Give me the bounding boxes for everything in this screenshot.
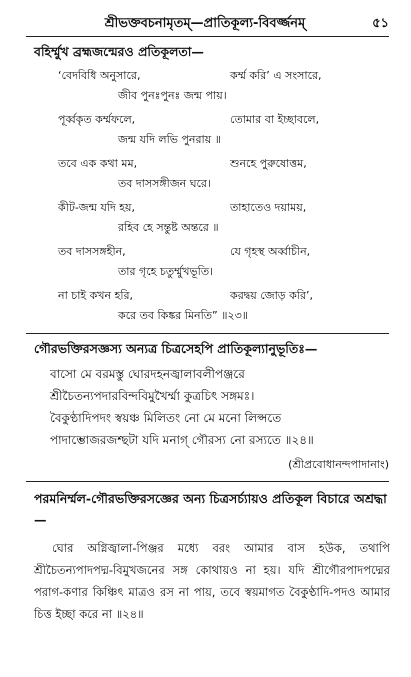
page-number: ৫১ [372,16,389,31]
running-header-title: শ্রীভক্তবচনামৃতম্—প্রাতিকূল্য-বিবর্জ্জনম্ [104,16,306,31]
commentary-paragraph: ঘোর অগ্নিজ্বালা-পিঞ্জর মধ্যে বরং আমার বাস হউক, তথাপি শ্রীচৈতন্যপাদপদ্ম-বিমুখজনের সঙ্গ কোথায়ও না হয়। যদি শ্রীগৌরপাদপদ্মের পরাগ-কণার কিঞ্চিৎ মাত্রও রস না পায়, তবে স্বয়মাগত বৈকুণ্ঠাদি-পদও আমার চিত্ত ইচ্ছা করে না ॥২৪॥ [34,541,390,621]
sanskrit-verse-line: শ্রীচৈতন্যপদারবিন্দবিমুখৈর্ম্মা কুত্রচিৎ সঙ্গমঃ। [50,389,255,403]
section-divider [26,481,389,482]
section-heading-2: গৌরভক্তিরসজ্ঞস্য অন্যত্র চিত্রসেহপি প্রাতিকূল্যানুভূতিঃ— [34,341,318,356]
verse-line: করে তব কিঙ্কর মিনতি” ॥২৩॥ [118,309,248,322]
verse-line: পূর্ব্বকৃত কর্ম্মফলে, [58,113,136,126]
verse-line: রহিব হে সন্তুষ্ট অন্তরে ॥ [118,221,219,234]
verse-line: করদ্বয় জোড় করি’, [230,289,313,302]
verse-line: তাহাতেও দয়াময়, [230,201,307,214]
verse-line: জন্ম যদি লভি পুনরায় ॥ [118,133,221,146]
section-heading-1: বহির্ম্মুখ ব্রহ্মজন্মেরও প্রতিকূলতা— [34,44,204,59]
verse-line: যে গৃহস্থ অর্ব্বাচীন, [230,245,311,258]
verse-line: কর্ম্ম করি’ এ সংসারে, [230,69,322,82]
sanskrit-verse-line: বৈকুণ্ঠাদিপদং স্বয়ঞ্চ মিলিতং নো মে মনো লিপ্সতে [50,411,282,425]
header-rule [26,36,389,37]
verse-line: জীব পুনঃপুনঃ জন্ম পায়। [118,89,227,102]
verse-line: ‘বেদবিধি অনুসারে, [58,69,141,82]
section-divider [26,333,389,334]
sanskrit-verse-line: বাসো মে বরমস্তু ঘোরদহনজ্বালাবলীপঞ্জরে [50,367,245,381]
section-heading-3: পরমনির্ম্মল-গৌরভক্তিরসজ্ঞের অন্য চিত্রসর্চ্যায়ও প্রতিকূল বিচারে অশ্রদ্ধা— [34,491,387,527]
verse-line: তব দাসসঙ্গহীন, [58,245,126,258]
verse-source: (শ্রীপ্রবোধানন্দপাদানাং) [288,458,389,471]
verse-line: কীট-জন্ম যদি হয়, [58,201,135,214]
verse-line: তোমার বা ইচ্ছাবলে, [230,113,320,126]
verse-line: শুনহে পুরুষোত্তম, [230,157,307,170]
verse-line: তব দাসসঙ্গীজন ঘরে। [118,177,211,190]
sanskrit-verse-line: পাদাম্ভোজরজশ্ছটা যদি মনাগ্ গৌরস্য নো রস্যতে ॥২৪॥ [50,433,314,447]
verse-line: তার গৃহে চতুর্ম্মুখভূতি। [118,265,214,278]
verse-line: না চাই কখন হরি, [58,289,134,302]
verse-line: তবে এক কথা মম, [58,157,138,170]
